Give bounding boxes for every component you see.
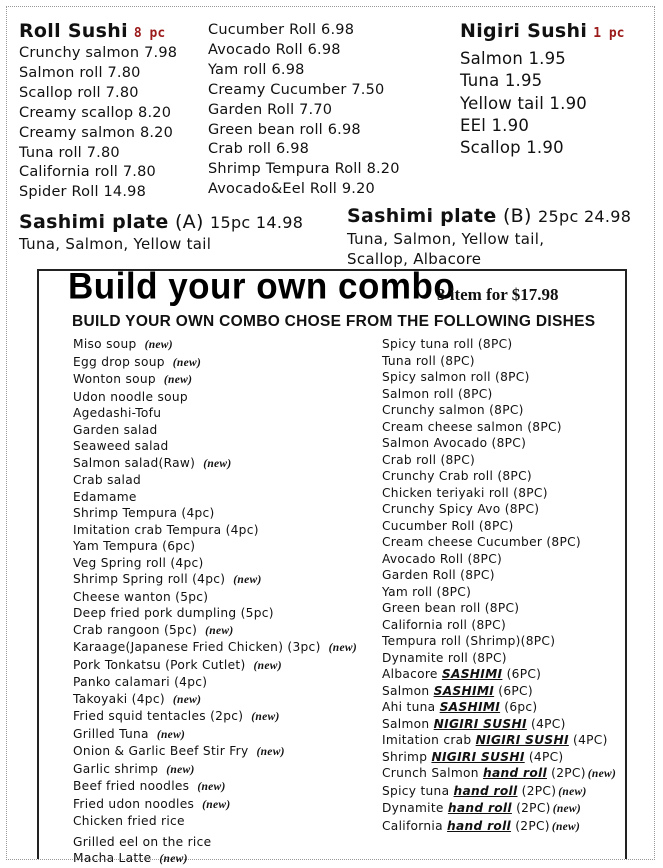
combo-dish-item bbox=[382, 534, 616, 551]
sashimi-b-fish-line1: Tuna, Salmon, Yellow tail, bbox=[347, 230, 545, 248]
new-tag: (new) bbox=[251, 711, 280, 723]
combo-dish-name: Salmon bbox=[382, 716, 434, 731]
roll-sushi-item: Green bean roll 6.98 bbox=[208, 121, 361, 138]
combo-dish-item bbox=[73, 538, 357, 555]
combo-dish-item bbox=[73, 743, 357, 761]
combo-dish-name: California bbox=[382, 818, 448, 833]
roll-sushi-item: Avocado&Eel Roll 9.20 bbox=[208, 181, 375, 198]
combo-dish-item bbox=[73, 834, 357, 851]
combo-dish-name: Cream cheese Cucumber (8PC) bbox=[382, 535, 581, 549]
combo-dish-item bbox=[73, 571, 357, 589]
combo-dish-name: Shrimp Tempura (4pc) bbox=[73, 506, 215, 520]
combo-dish-name: Cheese wanton (5pc) bbox=[73, 589, 209, 604]
nigiri-list bbox=[460, 48, 625, 159]
new-tag: (new) bbox=[144, 339, 173, 351]
combo-dish-item bbox=[382, 765, 616, 783]
combo-dish-item bbox=[382, 435, 616, 452]
roll-sushi-title: Roll Sushi bbox=[19, 20, 128, 42]
combo-dish-item bbox=[73, 778, 357, 796]
sashimi-a-price: 15pc 14.98 bbox=[210, 213, 304, 232]
combo-dish-item bbox=[382, 666, 616, 683]
combo-title: Build your own combo bbox=[68, 266, 456, 307]
combo-dish-item bbox=[382, 353, 616, 370]
combo-dish-name: Chicken teriyaki roll (8PC) bbox=[382, 485, 548, 500]
combo-dish-name: Fried squid tentacles (2pc) bbox=[73, 709, 244, 723]
combo-dish-name: Shrimp bbox=[382, 749, 432, 764]
roll-sushi-heading bbox=[19, 20, 177, 42]
combo-dish-name: Crunchy Spicy Avo (8PC) bbox=[382, 502, 540, 516]
roll-sushi-list bbox=[19, 44, 177, 203]
combo-dish-count: (6PC) bbox=[502, 667, 542, 681]
roll-sushi-item: Avocado Roll 6.98 bbox=[208, 41, 341, 58]
combo-dish-item bbox=[73, 691, 357, 709]
combo-dish-name: Garden salad bbox=[73, 422, 158, 437]
new-tag: (new) bbox=[253, 659, 282, 672]
combo-dish-emphasis: SASHIMI bbox=[433, 683, 495, 698]
combo-dish-count: (4PC) bbox=[526, 716, 566, 731]
new-tag: (new) bbox=[551, 820, 581, 833]
combo-dish-name: Edamame bbox=[73, 489, 137, 504]
roll-sushi-item: California roll 7.80 bbox=[19, 164, 156, 181]
combo-dish-name: Macha Latte bbox=[73, 851, 152, 865]
combo-dish-item bbox=[73, 522, 357, 539]
combo-dish-item bbox=[382, 386, 616, 403]
combo-dish-item bbox=[382, 518, 616, 535]
combo-dish-name: Spicy tuna roll (8PC) bbox=[382, 337, 513, 351]
combo-dish-item bbox=[382, 783, 616, 801]
combo-dish-name: Salmon roll (8PC) bbox=[382, 386, 493, 401]
combo-dish-item bbox=[382, 683, 616, 700]
new-tag: (new) bbox=[558, 785, 587, 798]
combo-dish-count: (4PC) bbox=[524, 749, 564, 764]
combo-price: 3 item for $17.98 bbox=[437, 285, 559, 304]
nigiri-title: Nigiri Sushi bbox=[460, 20, 588, 42]
combo-dish-name: Salmon salad(Raw) bbox=[73, 455, 196, 470]
combo-dish-name: Panko calamari (4pc) bbox=[73, 675, 208, 689]
combo-dish-item bbox=[382, 369, 616, 386]
combo-dish-name: Avocado Roll (8PC) bbox=[382, 551, 503, 566]
sashimi-b-price: 25pc 24.98 bbox=[538, 207, 632, 226]
combo-dish-name: Chicken fried rice bbox=[73, 814, 185, 828]
new-tag: (new) bbox=[172, 356, 202, 369]
combo-dish-count: (2PC) bbox=[511, 801, 551, 815]
combo-dish-item bbox=[382, 501, 616, 518]
combo-dish-item bbox=[73, 726, 357, 744]
combo-dish-item bbox=[73, 472, 357, 489]
new-tag: (new) bbox=[205, 624, 234, 637]
combo-dish-name: Onion & Garlic Beef Stir Fry bbox=[73, 744, 249, 758]
roll-sushi-item: Shrimp Tempura Roll 8.20 bbox=[208, 161, 400, 178]
roll-sushi-item: Spider Roll 14.98 bbox=[19, 184, 147, 201]
combo-left-list bbox=[73, 336, 357, 868]
combo-dish-item bbox=[382, 633, 616, 650]
combo-dish-name: Grilled Tuna bbox=[73, 726, 149, 741]
roll-sushi-pc-tag: 8 pc bbox=[133, 26, 166, 41]
new-tag: (new) bbox=[197, 781, 226, 793]
combo-dish-item bbox=[73, 455, 357, 473]
sashimi-b-heading bbox=[347, 205, 631, 227]
combo-dish-item bbox=[73, 489, 357, 506]
combo-dish-name: Green bean roll (8PC) bbox=[382, 601, 520, 615]
combo-dish-item bbox=[382, 818, 616, 836]
combo-dish-item bbox=[382, 800, 616, 818]
combo-dish-name: Tempura roll (Shrimp)(8PC) bbox=[382, 634, 556, 648]
combo-dish-item bbox=[382, 600, 616, 617]
new-tag: (new) bbox=[587, 768, 617, 780]
combo-dish-item bbox=[73, 405, 357, 422]
roll-sushi-item: Crab roll 6.98 bbox=[208, 141, 310, 158]
combo-dish-item bbox=[382, 617, 616, 634]
new-tag: (new) bbox=[328, 642, 357, 654]
combo-dish-item bbox=[73, 589, 357, 606]
combo-dish-emphasis: SASHIMI bbox=[441, 667, 503, 681]
roll-sushi-item: Tuna roll 7.80 bbox=[19, 144, 120, 161]
nigiri-sushi-section bbox=[460, 20, 625, 159]
combo-dish-name: Salmon bbox=[382, 683, 434, 698]
sashimi-a-title: Sashimi plate bbox=[19, 211, 169, 233]
combo-dish-name: Pork Tonkatsu (Pork Cutlet) bbox=[73, 657, 246, 672]
combo-dish-name: Ahi tuna bbox=[382, 700, 440, 714]
roll-sushi-item: Garden Roll 7.70 bbox=[208, 101, 333, 118]
combo-dish-item bbox=[73, 850, 357, 868]
combo-dish-item bbox=[73, 796, 357, 814]
nigiri-item: Yellow tail 1.90 bbox=[460, 93, 587, 113]
new-tag: (new) bbox=[156, 728, 186, 741]
combo-dish-name: Egg drop soup bbox=[73, 354, 165, 369]
roll-sushi-item: Crunchy salmon 7.98 bbox=[19, 45, 178, 61]
combo-dish-item bbox=[73, 555, 357, 572]
combo-dish-item bbox=[73, 657, 357, 675]
new-tag: (new) bbox=[233, 574, 262, 586]
new-tag: (new) bbox=[552, 803, 582, 815]
roll-sushi-item: Creamy scallop 8.20 bbox=[19, 104, 172, 121]
nigiri-item: EEl 1.90 bbox=[460, 115, 530, 135]
combo-dish-name: Takoyaki (4pc) bbox=[73, 691, 165, 706]
combo-dish-emphasis: hand roll bbox=[453, 783, 518, 798]
combo-dish-name: Veg Spring roll (4pc) bbox=[73, 555, 204, 570]
combo-dish-item bbox=[382, 567, 616, 584]
new-tag: (new) bbox=[163, 374, 193, 386]
combo-dish-name: Grilled eel on the rice bbox=[73, 834, 212, 849]
new-tag: (new) bbox=[203, 457, 232, 470]
combo-dish-name: Miso soup bbox=[73, 337, 137, 351]
combo-dish-item bbox=[73, 639, 357, 657]
roll-sushi-item: Salmon roll 7.80 bbox=[19, 64, 141, 81]
combo-dish-name: Crab roll (8PC) bbox=[382, 452, 476, 467]
roll-sushi-list-2 bbox=[208, 21, 400, 200]
combo-dish-name: Dynamite bbox=[382, 801, 448, 815]
combo-dish-name: Tuna roll (8PC) bbox=[382, 353, 475, 368]
combo-dish-name: Spicy tuna bbox=[382, 783, 454, 798]
sashimi-a-heading bbox=[19, 211, 303, 233]
roll-sushi-item: Creamy Cucumber 7.50 bbox=[208, 81, 385, 98]
roll-sushi-item: Yam roll 6.98 bbox=[208, 61, 305, 78]
combo-dish-count: (6PC) bbox=[494, 683, 533, 698]
combo-dish-item bbox=[382, 452, 616, 469]
combo-dish-item bbox=[382, 551, 616, 568]
roll-sushi-item: Scallop roll 7.80 bbox=[19, 84, 139, 101]
combo-dish-name: Fried udon noodles bbox=[73, 796, 195, 811]
combo-dish-item bbox=[73, 354, 357, 372]
combo-dish-item bbox=[73, 813, 357, 830]
combo-dish-name: Yam Tempura (6pc) bbox=[73, 539, 196, 553]
combo-dish-count: (6pc) bbox=[500, 700, 538, 714]
combo-dish-item bbox=[382, 732, 616, 749]
new-tag: (new) bbox=[172, 693, 202, 706]
nigiri-item: Salmon 1.95 bbox=[460, 49, 566, 68]
sashimi-a-fish: Tuna, Salmon, Yellow tail bbox=[19, 235, 212, 253]
combo-dish-name: Crab salad bbox=[73, 473, 142, 487]
combo-dish-item bbox=[382, 749, 616, 766]
combo-dish-name: Karaage(Japanese Fried Chicken) (3pc) bbox=[73, 640, 321, 654]
combo-dish-item bbox=[73, 371, 357, 389]
combo-dish-emphasis: hand roll bbox=[447, 818, 512, 833]
combo-dish-name: Garlic shrimp bbox=[73, 761, 159, 776]
roll-sushi-section bbox=[19, 20, 177, 203]
combo-subtitle: BUILD YOUR OWN COMBO CHOSE FROM THE FOLLOWING DISHES bbox=[72, 313, 596, 330]
nigiri-heading bbox=[460, 20, 625, 42]
combo-dish-item bbox=[73, 674, 357, 691]
sashimi-plate-a bbox=[19, 211, 303, 255]
combo-dish-name: Imitation crab Tempura (4pc) bbox=[73, 522, 259, 537]
combo-dish-name: Dynamite roll (8PC) bbox=[382, 650, 507, 665]
combo-dish-name: Crab rangoon (5pc) bbox=[73, 622, 198, 637]
combo-dish-item bbox=[382, 336, 616, 353]
combo-dish-name: Agedashi-Tofu bbox=[73, 406, 162, 420]
new-tag: (new) bbox=[202, 798, 231, 811]
combo-dish-count: (2PC) bbox=[517, 783, 557, 798]
combo-dish-name: Udon noodle soup bbox=[73, 389, 188, 404]
combo-dish-name: Seaweed salad bbox=[73, 439, 169, 453]
combo-dish-name: Deep fried pork dumpling (5pc) bbox=[73, 606, 274, 620]
combo-dish-name: Crunchy Crab roll (8PC) bbox=[382, 469, 532, 483]
nigiri-pc-tag: 1 pc bbox=[593, 26, 625, 41]
combo-dish-count: (2PC) bbox=[546, 766, 586, 780]
combo-dish-name: Cucumber Roll (8PC) bbox=[382, 518, 514, 533]
combo-dish-emphasis: NIGIRI SUSHI bbox=[431, 749, 525, 764]
combo-dish-emphasis: hand roll bbox=[483, 766, 547, 780]
combo-dish-name: California roll (8PC) bbox=[382, 617, 507, 632]
combo-dish-name: Wonton soup bbox=[73, 372, 156, 386]
combo-dish-name: Salmon Avocado (8PC) bbox=[382, 436, 527, 450]
combo-dish-name: Crunch Salmon bbox=[382, 766, 483, 780]
combo-dish-item bbox=[382, 699, 616, 716]
combo-dish-item bbox=[73, 622, 357, 640]
sashimi-b-title: Sashimi plate bbox=[347, 205, 497, 227]
roll-sushi-item: Creamy salmon 8.20 bbox=[19, 124, 174, 141]
nigiri-item: Tuna 1.95 bbox=[460, 71, 543, 91]
combo-dish-item bbox=[382, 650, 616, 667]
combo-dish-name: Imitation crab bbox=[382, 733, 476, 747]
combo-dish-name: Albacore bbox=[382, 667, 442, 681]
combo-dish-count: (2PC) bbox=[511, 818, 550, 833]
new-tag: (new) bbox=[159, 853, 188, 865]
combo-dish-name: Beef fried noodles bbox=[73, 779, 190, 793]
sashimi-a-variant: (A) bbox=[174, 211, 204, 233]
combo-dish-item bbox=[382, 485, 616, 502]
combo-dish-item bbox=[382, 584, 616, 601]
combo-dish-item bbox=[73, 422, 357, 439]
sashimi-b-fish-line2: Scallop, Albacore bbox=[347, 249, 482, 268]
new-tag: (new) bbox=[166, 763, 195, 776]
combo-dish-count: (4PC) bbox=[568, 733, 608, 747]
combo-dish-name: Shrimp Spring roll (4pc) bbox=[73, 572, 226, 586]
combo-dish-emphasis: hand roll bbox=[447, 801, 512, 815]
sashimi-plate-b bbox=[347, 205, 631, 269]
combo-dish-item bbox=[73, 336, 357, 354]
combo-dish-item bbox=[73, 761, 357, 779]
combo-dish-item bbox=[382, 419, 616, 436]
combo-dish-item bbox=[382, 468, 616, 485]
combo-right-list bbox=[382, 336, 616, 835]
combo-dish-name: Yam roll (8PC) bbox=[382, 584, 472, 599]
nigiri-item: Scallop 1.90 bbox=[460, 138, 564, 158]
combo-dish-name: Crunchy salmon (8PC) bbox=[382, 403, 524, 417]
combo-dish-name: Garden Roll (8PC) bbox=[382, 568, 495, 582]
combo-dish-item bbox=[382, 716, 616, 733]
combo-dish-name: Spicy salmon roll (8PC) bbox=[382, 370, 530, 384]
combo-dish-item bbox=[73, 605, 357, 622]
combo-dish-item bbox=[73, 708, 357, 726]
roll-sushi-item: Cucumber Roll 6.98 bbox=[208, 22, 355, 38]
combo-dish-item bbox=[73, 505, 357, 522]
new-tag: (new) bbox=[256, 746, 285, 758]
combo-dish-emphasis: NIGIRI SUSHI bbox=[475, 733, 569, 747]
sashimi-b-variant: (B) bbox=[502, 205, 532, 227]
combo-dish-emphasis: SASHIMI bbox=[439, 700, 501, 714]
combo-dish-item bbox=[73, 389, 357, 406]
combo-dish-item bbox=[382, 402, 616, 419]
combo-dish-emphasis: NIGIRI SUSHI bbox=[433, 716, 527, 731]
combo-dish-name: Cream cheese salmon (8PC) bbox=[382, 419, 562, 434]
combo-dish-item bbox=[73, 438, 357, 455]
